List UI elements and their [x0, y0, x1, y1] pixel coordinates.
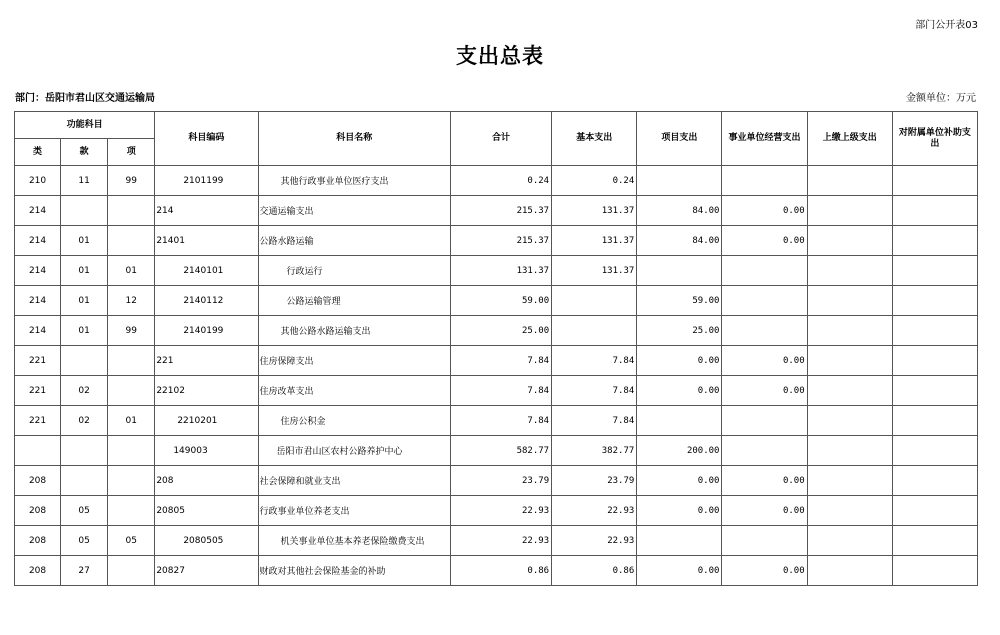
cell-project: 0.00: [637, 556, 722, 586]
cell-xiang: 99: [108, 316, 155, 346]
cell-subsidy: [892, 406, 977, 436]
cell-business: 0.00: [722, 226, 807, 256]
cell-kuan: 05: [61, 526, 108, 556]
cell-subsidy: [892, 346, 977, 376]
cell-business: [722, 256, 807, 286]
cell-code: 22102: [155, 376, 258, 406]
cell-project: 84.00: [637, 196, 722, 226]
cell-lei: 208: [15, 496, 61, 526]
header-total: 合计: [450, 112, 551, 166]
table-row: [15, 466, 978, 496]
cell-code: 221: [155, 346, 258, 376]
cell-project: [637, 166, 722, 196]
table-row: [15, 226, 978, 256]
cell-basic: 131.37: [552, 226, 637, 256]
cell-upper: [807, 556, 892, 586]
cell-xiang: 12: [108, 286, 155, 316]
cell-kuan: [61, 466, 108, 496]
cell-code: 214: [155, 196, 258, 226]
cell-code: 2210201: [155, 406, 258, 436]
cell-total: 25.00: [450, 316, 551, 346]
cell-total: 7.84: [450, 406, 551, 436]
cell-kuan: 01: [61, 286, 108, 316]
cell-xiang: [108, 436, 155, 466]
cell-basic: 131.37: [552, 196, 637, 226]
cell-project: [637, 256, 722, 286]
cell-project: 25.00: [637, 316, 722, 346]
cell-name: 公路水路运输: [258, 226, 450, 256]
cell-kuan: [61, 346, 108, 376]
header-kuan: 款: [61, 139, 108, 166]
cell-upper: [807, 406, 892, 436]
department-label: 部门：岳阳市君山区交通运输局: [15, 93, 155, 104]
cell-basic: 0.86: [552, 556, 637, 586]
cell-subsidy: [892, 226, 977, 256]
cell-upper: [807, 286, 892, 316]
cell-basic: [552, 286, 637, 316]
cell-lei: 208: [15, 556, 61, 586]
cell-kuan: 01: [61, 226, 108, 256]
table-row: [15, 286, 978, 316]
cell-code: 20805: [155, 496, 258, 526]
cell-name: 住房改革支出: [258, 376, 450, 406]
cell-upper: [807, 436, 892, 466]
cell-project: 0.00: [637, 496, 722, 526]
cell-total: 22.93: [450, 496, 551, 526]
header-subsidy: 对附属单位补助支出: [892, 112, 977, 166]
cell-subsidy: [892, 316, 977, 346]
cell-project: 84.00: [637, 226, 722, 256]
cell-upper: [807, 376, 892, 406]
cell-xiang: [108, 466, 155, 496]
cell-kuan: [61, 196, 108, 226]
cell-business: [722, 316, 807, 346]
cell-xiang: 99: [108, 166, 155, 196]
cell-kuan: 05: [61, 496, 108, 526]
cell-business: 0.00: [722, 466, 807, 496]
cell-subsidy: [892, 376, 977, 406]
table-row: [15, 406, 978, 436]
cell-total: 215.37: [450, 226, 551, 256]
cell-xiang: [108, 196, 155, 226]
cell-basic: [552, 316, 637, 346]
header-func-subject: 功能科目: [15, 112, 155, 139]
cell-upper: [807, 166, 892, 196]
cell-kuan: 02: [61, 406, 108, 436]
cell-lei: 221: [15, 346, 61, 376]
cell-lei: 208: [15, 466, 61, 496]
cell-business: 0.00: [722, 196, 807, 226]
cell-total: 59.00: [450, 286, 551, 316]
cell-basic: 22.93: [552, 496, 637, 526]
cell-code: 21401: [155, 226, 258, 256]
cell-name: 公路运输管理: [258, 286, 450, 316]
cell-upper: [807, 226, 892, 256]
header-lei: 类: [15, 139, 61, 166]
cell-upper: [807, 526, 892, 556]
cell-basic: 7.84: [552, 346, 637, 376]
cell-total: 0.86: [450, 556, 551, 586]
cell-business: [722, 436, 807, 466]
header-project: 项目支出: [637, 112, 722, 166]
cell-subsidy: [892, 526, 977, 556]
cell-upper: [807, 496, 892, 526]
cell-basic: 7.84: [552, 376, 637, 406]
cell-name: 岳阳市君山区农村公路养护中心: [258, 436, 450, 466]
cell-lei: 208: [15, 526, 61, 556]
cell-name: 行政运行: [258, 256, 450, 286]
cell-upper: [807, 256, 892, 286]
cell-kuan: 27: [61, 556, 108, 586]
table-row: [15, 196, 978, 226]
cell-name: 其他公路水路运输支出: [258, 316, 450, 346]
cell-basic: 22.93: [552, 526, 637, 556]
cell-lei: 214: [15, 256, 61, 286]
cell-xiang: 05: [108, 526, 155, 556]
cell-upper: [807, 466, 892, 496]
header-name: 科目名称: [258, 112, 450, 166]
table-row: [15, 166, 978, 196]
cell-name: 财政对其他社会保险基金的补助: [258, 556, 450, 586]
cell-code: 2140112: [155, 286, 258, 316]
header-business: 事业单位经营支出: [722, 112, 807, 166]
cell-upper: [807, 346, 892, 376]
cell-basic: 23.79: [552, 466, 637, 496]
cell-business: 0.00: [722, 376, 807, 406]
cell-business: [722, 526, 807, 556]
cell-xiang: [108, 226, 155, 256]
cell-upper: [807, 196, 892, 226]
cell-name: 住房公积金: [258, 406, 450, 436]
cell-lei: [15, 436, 61, 466]
cell-xiang: [108, 496, 155, 526]
cell-business: [722, 166, 807, 196]
cell-code: 2101199: [155, 166, 258, 196]
cell-code: 149003: [155, 436, 258, 466]
cell-basic: 0.24: [552, 166, 637, 196]
cell-project: 200.00: [637, 436, 722, 466]
cell-business: [722, 286, 807, 316]
header-code: 科目编码: [155, 112, 258, 166]
cell-lei: 221: [15, 406, 61, 436]
cell-xiang: 01: [108, 406, 155, 436]
cell-code: 2080505: [155, 526, 258, 556]
cell-total: 22.93: [450, 526, 551, 556]
cell-kuan: 01: [61, 256, 108, 286]
table-row: [15, 316, 978, 346]
cell-lei: 214: [15, 196, 61, 226]
header-upper: 上缴上级支出: [807, 112, 892, 166]
cell-xiang: [108, 376, 155, 406]
cell-basic: 131.37: [552, 256, 637, 286]
header-xiang: 项: [108, 139, 155, 166]
cell-total: 215.37: [450, 196, 551, 226]
table-row: [15, 346, 978, 376]
cell-total: 131.37: [450, 256, 551, 286]
cell-project: 59.00: [637, 286, 722, 316]
cell-lei: 221: [15, 376, 61, 406]
cell-business: 0.00: [722, 556, 807, 586]
cell-total: 7.84: [450, 376, 551, 406]
cell-project: 0.00: [637, 346, 722, 376]
cell-xiang: [108, 556, 155, 586]
table-row: [15, 436, 978, 466]
table-row: [15, 526, 978, 556]
cell-kuan: 11: [61, 166, 108, 196]
table-row: [15, 496, 978, 526]
table-row: [15, 376, 978, 406]
cell-name: 其他行政事业单位医疗支出: [258, 166, 450, 196]
cell-subsidy: [892, 286, 977, 316]
cell-name: 机关事业单位基本养老保险缴费支出: [258, 526, 450, 556]
cell-subsidy: [892, 256, 977, 286]
cell-upper: [807, 316, 892, 346]
cell-subsidy: [892, 196, 977, 226]
cell-basic: 7.84: [552, 406, 637, 436]
cell-xiang: [108, 346, 155, 376]
header-basic: 基本支出: [552, 112, 637, 166]
cell-lei: 214: [15, 226, 61, 256]
cell-kuan: [61, 436, 108, 466]
cell-project: [637, 526, 722, 556]
cell-name: 社会保障和就业支出: [258, 466, 450, 496]
cell-business: 0.00: [722, 496, 807, 526]
cell-name: 行政事业单位养老支出: [258, 496, 450, 526]
cell-subsidy: [892, 556, 977, 586]
cell-total: 582.77: [450, 436, 551, 466]
page-title: 支出总表: [456, 44, 544, 68]
cell-project: [637, 406, 722, 436]
cell-project: 0.00: [637, 376, 722, 406]
expenditure-table: [14, 111, 978, 586]
amount-unit-label: 金额单位：万元: [906, 93, 976, 104]
cell-subsidy: [892, 496, 977, 526]
cell-name: 住房保障支出: [258, 346, 450, 376]
cell-code: 208: [155, 466, 258, 496]
cell-subsidy: [892, 166, 977, 196]
cell-business: 0.00: [722, 346, 807, 376]
cell-total: 0.24: [450, 166, 551, 196]
cell-xiang: 01: [108, 256, 155, 286]
cell-name: 交通运输支出: [258, 196, 450, 226]
cell-lei: 210: [15, 166, 61, 196]
table-row: [15, 556, 978, 586]
table-row: [15, 256, 978, 286]
cell-subsidy: [892, 436, 977, 466]
cell-business: [722, 406, 807, 436]
cell-code: 20827: [155, 556, 258, 586]
cell-basic: 382.77: [552, 436, 637, 466]
cell-lei: 214: [15, 286, 61, 316]
cell-subsidy: [892, 466, 977, 496]
cell-total: 7.84: [450, 346, 551, 376]
cell-lei: 214: [15, 316, 61, 346]
cell-kuan: 01: [61, 316, 108, 346]
cell-total: 23.79: [450, 466, 551, 496]
cell-code: 2140101: [155, 256, 258, 286]
cell-project: 0.00: [637, 466, 722, 496]
cell-kuan: 02: [61, 376, 108, 406]
form-number: 部门公开表03: [915, 20, 978, 31]
cell-code: 2140199: [155, 316, 258, 346]
